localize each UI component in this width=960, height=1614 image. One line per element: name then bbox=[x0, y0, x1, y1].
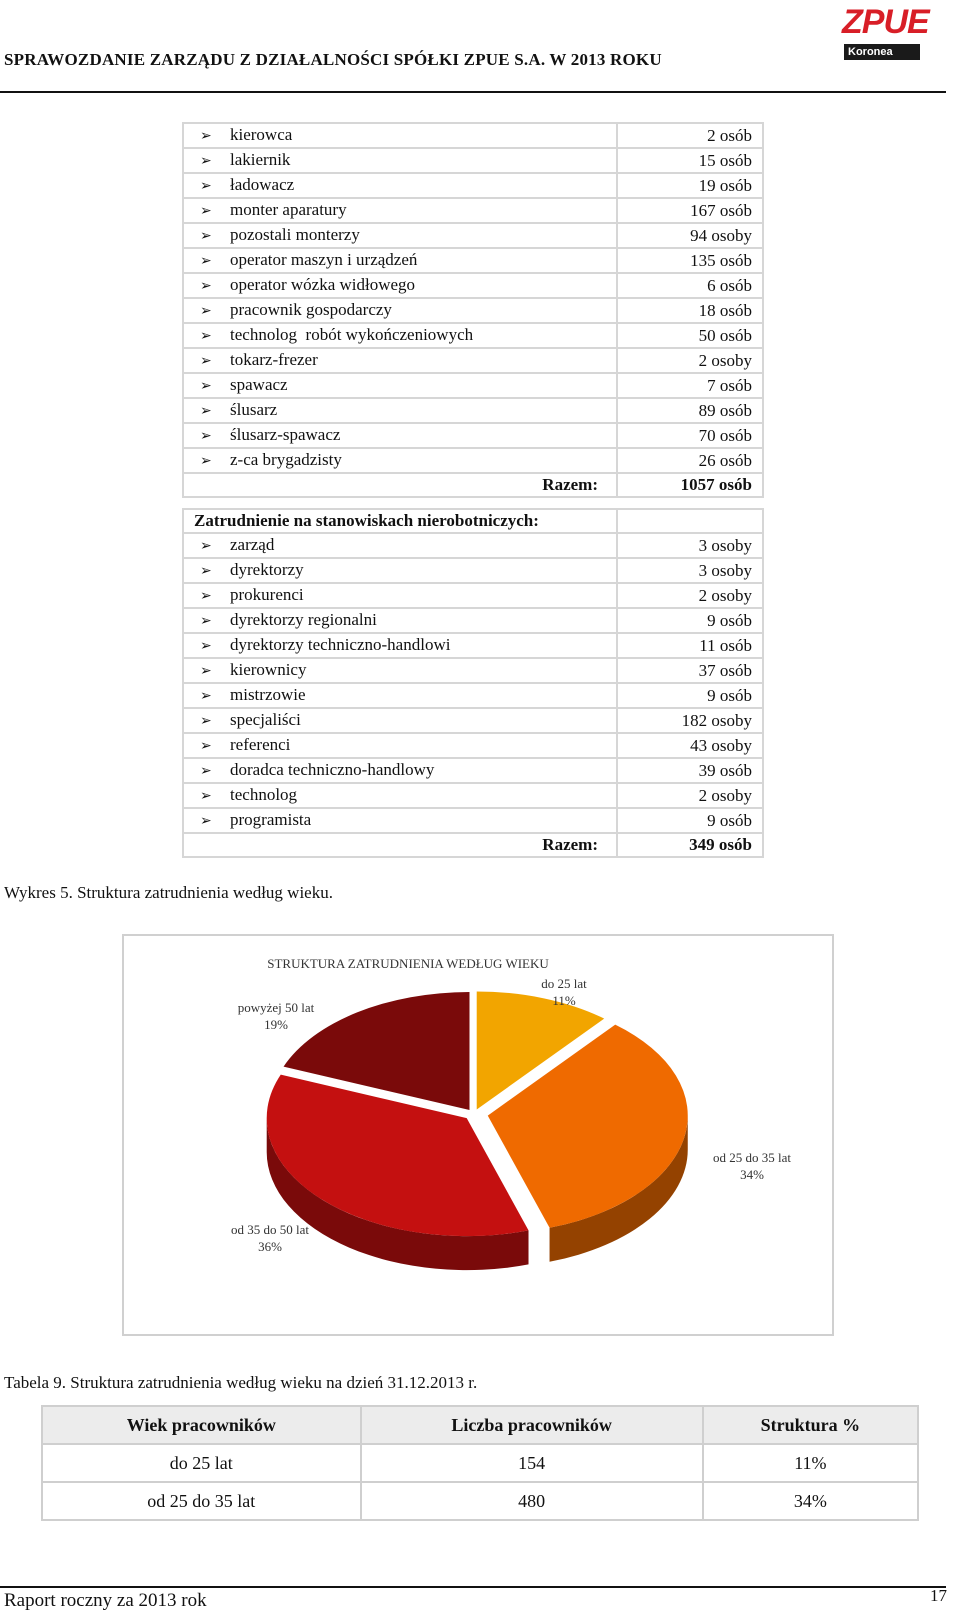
position-name: pracownik gospodarczy bbox=[230, 300, 392, 319]
position-name-cell bbox=[183, 783, 617, 808]
arrow-bullet-icon: ➢ bbox=[200, 128, 212, 144]
table-row bbox=[183, 558, 763, 583]
position-name-cell bbox=[183, 348, 617, 373]
headcount-value: 2 osób bbox=[617, 123, 763, 148]
total-value: 349 osób bbox=[617, 833, 763, 857]
position-name-cell bbox=[183, 583, 617, 608]
age-structure-chart bbox=[122, 934, 834, 1336]
cell-count: 480 bbox=[361, 1482, 703, 1520]
table-row bbox=[183, 658, 763, 683]
arrow-bullet-icon: ➢ bbox=[200, 453, 212, 469]
arrow-bullet-icon: ➢ bbox=[200, 663, 212, 679]
slice-label: od 25 do 35 lat bbox=[713, 1150, 791, 1165]
arrow-bullet-icon: ➢ bbox=[200, 738, 212, 754]
table-row bbox=[183, 373, 763, 398]
age-structure-table bbox=[41, 1405, 919, 1521]
table-row bbox=[183, 298, 763, 323]
position-name-cell bbox=[183, 223, 617, 248]
position-name: lakiernik bbox=[230, 150, 291, 169]
table-row bbox=[183, 173, 763, 198]
col-header-structure: Struktura % bbox=[703, 1406, 918, 1444]
arrow-bullet-icon: ➢ bbox=[200, 638, 212, 654]
position-name-cell bbox=[183, 633, 617, 658]
position-name: tokarz-frezer bbox=[230, 350, 318, 369]
position-name: zarząd bbox=[230, 535, 275, 554]
report-header-title: SPRAWOZDANIE ZARZĄDU Z DZIAŁALNOŚCI SPÓŁKI ZPUE S.A. W 2013 ROKU bbox=[4, 50, 662, 69]
position-name-cell bbox=[183, 323, 617, 348]
headcount-value: 11 osób bbox=[617, 633, 763, 658]
arrow-bullet-icon: ➢ bbox=[200, 253, 212, 269]
arrow-bullet-icon: ➢ bbox=[200, 178, 212, 194]
arrow-bullet-icon: ➢ bbox=[200, 403, 212, 419]
position-name: referenci bbox=[230, 735, 291, 754]
position-name: ślusarz-spawacz bbox=[230, 425, 341, 444]
headcount-value: 50 osób bbox=[617, 323, 763, 348]
position-name-cell bbox=[183, 733, 617, 758]
headcount-value: 37 osób bbox=[617, 658, 763, 683]
total-label: Razem: bbox=[183, 833, 617, 857]
slice-percent-label: 11% bbox=[552, 993, 576, 1008]
slice-percent-label: 34% bbox=[740, 1167, 764, 1182]
arrow-bullet-icon: ➢ bbox=[200, 713, 212, 729]
pie-chart-svg bbox=[124, 936, 832, 1334]
position-name: kierownicy bbox=[230, 660, 307, 679]
headcount-value: 70 osób bbox=[617, 423, 763, 448]
arrow-bullet-icon: ➢ bbox=[200, 153, 212, 169]
position-name: technolog bbox=[230, 785, 298, 804]
table-row bbox=[183, 398, 763, 423]
table-row bbox=[183, 583, 763, 608]
total-value: 1057 osób bbox=[617, 473, 763, 497]
position-name: operator maszyn i urządzeń bbox=[230, 250, 418, 269]
chart-title: STRUKTURA ZATRUDNIENIA WEDŁUG WIEKU bbox=[267, 956, 549, 971]
table-row bbox=[183, 448, 763, 473]
table-row bbox=[183, 608, 763, 633]
headcount-value: 135 osób bbox=[617, 248, 763, 273]
position-name: ślusarz bbox=[230, 400, 278, 419]
arrow-bullet-icon: ➢ bbox=[200, 688, 212, 704]
logo-sub-text: Koronea bbox=[844, 44, 920, 60]
position-name-cell bbox=[183, 448, 617, 473]
position-name-cell bbox=[183, 173, 617, 198]
table-row bbox=[183, 423, 763, 448]
position-name: pozostali monterzy bbox=[230, 225, 360, 244]
section-heading: Zatrudnienie na stanowiskach nierobotniczych: bbox=[183, 509, 617, 533]
table9-caption: Tabela 9. Struktura zatrudnienia według wieku na dzień 31.12.2013 r. bbox=[4, 1373, 478, 1392]
table-row bbox=[183, 808, 763, 833]
arrow-bullet-icon: ➢ bbox=[200, 203, 212, 219]
headcount-value: 9 osób bbox=[617, 808, 763, 833]
total-row bbox=[183, 473, 763, 497]
position-name-cell bbox=[183, 198, 617, 223]
position-name-cell bbox=[183, 373, 617, 398]
position-name: technolog robót wykończeniowych bbox=[230, 325, 474, 344]
position-name: operator wózka widłowego bbox=[230, 275, 416, 294]
cell-age: do 25 lat bbox=[42, 1444, 361, 1482]
position-name: kierowca bbox=[230, 125, 293, 144]
table-row bbox=[183, 633, 763, 658]
headcount-value: 182 osoby bbox=[617, 708, 763, 733]
arrow-bullet-icon: ➢ bbox=[200, 613, 212, 629]
headcount-value: 2 osoby bbox=[617, 783, 763, 808]
nonworker-positions-table bbox=[182, 508, 764, 858]
table-row bbox=[183, 198, 763, 223]
table-row bbox=[183, 708, 763, 733]
table-row bbox=[183, 248, 763, 273]
total-label: Razem: bbox=[183, 473, 617, 497]
arrow-bullet-icon: ➢ bbox=[200, 278, 212, 294]
headcount-value: 3 osoby bbox=[617, 558, 763, 583]
position-name: monter aparatury bbox=[230, 200, 347, 219]
arrow-bullet-icon: ➢ bbox=[200, 588, 212, 604]
headcount-value: 43 osoby bbox=[617, 733, 763, 758]
position-name-cell bbox=[183, 533, 617, 558]
cell-count: 154 bbox=[361, 1444, 703, 1482]
col-header-count: Liczba pracowników bbox=[361, 1406, 703, 1444]
table-row bbox=[183, 348, 763, 373]
position-name: prokurenci bbox=[230, 585, 304, 604]
headcount-value: 15 osób bbox=[617, 148, 763, 173]
headcount-value: 7 osób bbox=[617, 373, 763, 398]
headcount-value: 9 osób bbox=[617, 683, 763, 708]
slice-percent-label: 19% bbox=[264, 1017, 288, 1032]
slice-percent-label: 36% bbox=[258, 1239, 282, 1254]
arrow-bullet-icon: ➢ bbox=[200, 228, 212, 244]
headcount-value: 18 osób bbox=[617, 298, 763, 323]
table-row bbox=[42, 1444, 918, 1482]
arrow-bullet-icon: ➢ bbox=[200, 303, 212, 319]
table-row bbox=[183, 123, 763, 148]
headcount-value: 94 osoby bbox=[617, 223, 763, 248]
headcount-value: 3 osoby bbox=[617, 533, 763, 558]
section-heading-row bbox=[183, 509, 763, 533]
position-name-cell bbox=[183, 148, 617, 173]
slice-label: od 35 do 50 lat bbox=[231, 1222, 309, 1237]
table-row bbox=[42, 1482, 918, 1520]
position-name: programista bbox=[230, 810, 312, 829]
footer-divider bbox=[0, 1586, 946, 1588]
position-name-cell bbox=[183, 658, 617, 683]
cell-age: od 25 do 35 lat bbox=[42, 1482, 361, 1520]
arrow-bullet-icon: ➢ bbox=[200, 563, 212, 579]
position-name: ładowacz bbox=[230, 175, 295, 194]
chart-caption: Wykres 5. Struktura zatrudnienia według wieku. bbox=[4, 883, 333, 902]
arrow-bullet-icon: ➢ bbox=[200, 328, 212, 344]
position-name-cell bbox=[183, 123, 617, 148]
headcount-value: 167 osób bbox=[617, 198, 763, 223]
table-row bbox=[183, 323, 763, 348]
total-row bbox=[183, 833, 763, 857]
position-name-cell bbox=[183, 808, 617, 833]
headcount-value: 6 osób bbox=[617, 273, 763, 298]
footer-report-label: Raport roczny za 2013 rok bbox=[4, 1590, 207, 1611]
position-name: doradca techniczno-handlowy bbox=[230, 760, 435, 779]
headcount-value: 19 osób bbox=[617, 173, 763, 198]
arrow-bullet-icon: ➢ bbox=[200, 813, 212, 829]
arrow-bullet-icon: ➢ bbox=[200, 788, 212, 804]
position-name-cell bbox=[183, 608, 617, 633]
empty-cell bbox=[617, 509, 763, 533]
headcount-value: 2 osoby bbox=[617, 583, 763, 608]
table-row bbox=[183, 733, 763, 758]
logo-main-text: ZPUE bbox=[842, 3, 929, 41]
col-header-age: Wiek pracowników bbox=[42, 1406, 361, 1444]
position-name: spawacz bbox=[230, 375, 288, 394]
cell-structure: 11% bbox=[703, 1444, 918, 1482]
table-row bbox=[183, 148, 763, 173]
page-number: 17 bbox=[930, 1586, 947, 1605]
arrow-bullet-icon: ➢ bbox=[200, 378, 212, 394]
zpue-logo bbox=[842, 0, 929, 62]
position-name: dyrektorzy regionalni bbox=[230, 610, 377, 629]
arrow-bullet-icon: ➢ bbox=[200, 353, 212, 369]
position-name-cell bbox=[183, 273, 617, 298]
arrow-bullet-icon: ➢ bbox=[200, 763, 212, 779]
table-row bbox=[183, 273, 763, 298]
arrow-bullet-icon: ➢ bbox=[200, 428, 212, 444]
position-name: z-ca brygadzisty bbox=[230, 450, 342, 469]
position-name: specjaliści bbox=[230, 710, 301, 729]
headcount-value: 26 osób bbox=[617, 448, 763, 473]
position-name-cell bbox=[183, 683, 617, 708]
headcount-value: 9 osób bbox=[617, 608, 763, 633]
header-divider bbox=[0, 91, 946, 93]
slice-label: powyżej 50 lat bbox=[237, 1000, 315, 1015]
headcount-value: 39 osób bbox=[617, 758, 763, 783]
headcount-value: 2 osoby bbox=[617, 348, 763, 373]
table-row bbox=[183, 683, 763, 708]
position-name: mistrzowie bbox=[230, 685, 306, 704]
table-row bbox=[183, 758, 763, 783]
position-name-cell bbox=[183, 248, 617, 273]
position-name-cell bbox=[183, 758, 617, 783]
position-name-cell bbox=[183, 708, 617, 733]
position-name-cell bbox=[183, 298, 617, 323]
table-row bbox=[183, 533, 763, 558]
worker-positions-table bbox=[182, 122, 764, 498]
slice-label: do 25 lat bbox=[541, 976, 587, 991]
headcount-value: 89 osób bbox=[617, 398, 763, 423]
cell-structure: 34% bbox=[703, 1482, 918, 1520]
table-row bbox=[183, 783, 763, 808]
position-name-cell bbox=[183, 558, 617, 583]
arrow-bullet-icon: ➢ bbox=[200, 538, 212, 554]
position-name: dyrektorzy techniczno-handlowi bbox=[230, 635, 451, 654]
position-name-cell bbox=[183, 398, 617, 423]
table-row bbox=[183, 223, 763, 248]
position-name: dyrektorzy bbox=[230, 560, 304, 579]
position-name-cell bbox=[183, 423, 617, 448]
